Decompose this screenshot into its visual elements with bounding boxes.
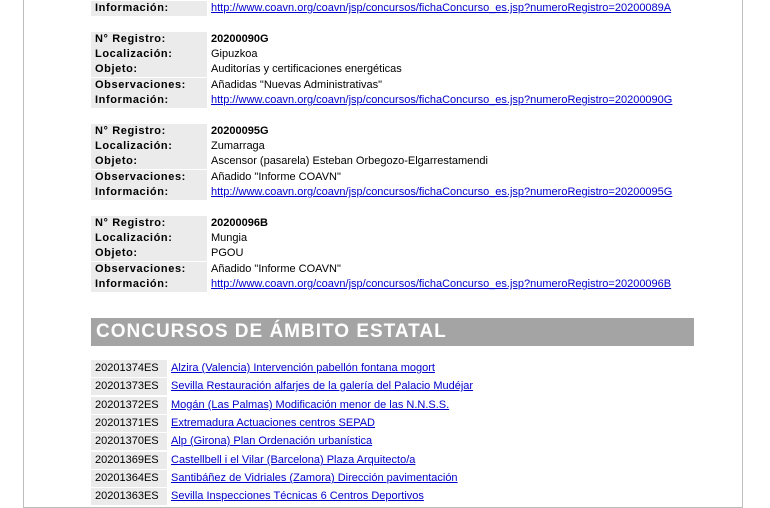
- registro-value: 20200096B: [211, 217, 268, 229]
- localizacion-value: Zumarraga: [211, 140, 265, 152]
- section-heading-estatal: CONCURSOS DE ÁMBITO ESTATAL: [91, 318, 694, 346]
- list-item: [91, 452, 691, 470]
- concurso-link[interactable]: Sevilla Inspecciones Técnicas 6 Centros Deportivos: [171, 490, 424, 502]
- objeto-label: Objeto:: [91, 246, 207, 261]
- registro-code: 20201373ES: [91, 378, 167, 395]
- localizacion-row: [91, 47, 691, 62]
- objeto-label: Objeto:: [91, 62, 207, 77]
- list-item: [91, 433, 691, 451]
- registro-label: N° Registro:: [91, 216, 207, 231]
- list-item: [91, 360, 691, 378]
- list-item: [91, 397, 691, 415]
- registro-row: [91, 124, 691, 139]
- localizacion-label: Localización:: [91, 231, 207, 246]
- concurso-link[interactable]: Mogán (Las Palmas) Modificación menor de las N.N.S.S.: [171, 399, 450, 411]
- informacion-label: Información:: [91, 277, 207, 292]
- list-item: [91, 488, 691, 506]
- registro-code: 20201364ES: [91, 470, 167, 487]
- concurso-link[interactable]: Extremadura Actuaciones centros SEPAD: [171, 417, 376, 429]
- localizacion-label: Localización:: [91, 139, 207, 154]
- localizacion-row: [91, 139, 691, 154]
- objeto-row: [91, 154, 691, 169]
- informacion-link[interactable]: http://www.coavn.org/coavn/jsp/concursos/fichaConcurso_es.jsp?numeroRegistro=20200089A: [211, 2, 672, 14]
- registro-code: 20201363ES: [91, 488, 167, 505]
- objeto-value: Ascensor (pasarela) Esteban Orbegozo-Elgarrestamendi: [211, 155, 488, 167]
- observaciones-label: Observaciones:: [91, 78, 207, 93]
- observaciones-value: Añadido "Informe COAVN": [211, 171, 341, 183]
- registro-row: [91, 216, 691, 231]
- registro-code: 20201371ES: [91, 415, 167, 432]
- objeto-row: [91, 62, 691, 77]
- registro-value: 20200095G: [211, 125, 269, 137]
- list-item: [91, 470, 691, 488]
- concurso-link[interactable]: Alzira (Valencia) Intervención pabellón fontana mogort: [171, 362, 435, 374]
- informacion-link[interactable]: http://www.coavn.org/coavn/jsp/concursos/fichaConcurso_es.jsp?numeroRegistro=20200096B: [211, 278, 672, 290]
- localizacion-value: Mungia: [211, 232, 248, 244]
- objeto-label: Objeto:: [91, 154, 207, 169]
- localizacion-label: Localización:: [91, 47, 207, 62]
- observaciones-value: Añadidas "Nuevas Administrativas": [211, 79, 383, 91]
- informacion-row: [91, 185, 691, 200]
- registro-code: 20201370ES: [91, 433, 167, 450]
- informacion-row: [91, 93, 691, 108]
- observaciones-row: [91, 262, 691, 277]
- informacion-label: Información:: [91, 93, 207, 108]
- localizacion-value: Gipuzkoa: [211, 48, 258, 60]
- informacion-row: [91, 277, 691, 292]
- informacion-row: [91, 1, 691, 16]
- registro-code: 20201374ES: [91, 360, 167, 377]
- registro-value: 20200090G: [211, 33, 269, 45]
- concurso-link[interactable]: Sevilla Restauración alfarjes de la galería del Palacio Mudéjar: [171, 380, 474, 392]
- concurso-link[interactable]: Alp (Girona) Plan Ordenación urbanística: [171, 435, 373, 447]
- registro-label: N° Registro:: [91, 124, 207, 139]
- informacion-label: Información:: [91, 185, 207, 200]
- observaciones-row: [91, 170, 691, 185]
- observaciones-row: [91, 78, 691, 93]
- localizacion-row: [91, 231, 691, 246]
- objeto-value: Auditorías y certificaciones energéticas: [211, 63, 402, 75]
- concurso-link[interactable]: Santibáñez de Vidriales (Zamora) Dirección pavimentación: [171, 472, 458, 484]
- registro-label: N° Registro:: [91, 32, 207, 47]
- registro-code: 20201372ES: [91, 397, 167, 414]
- observaciones-label: Observaciones:: [91, 262, 207, 277]
- observaciones-label: Observaciones:: [91, 170, 207, 185]
- informacion-link[interactable]: http://www.coavn.org/coavn/jsp/concursos/fichaConcurso_es.jsp?numeroRegistro=20200090G: [211, 94, 673, 106]
- objeto-value: PGOU: [211, 247, 244, 259]
- observaciones-value: Añadido "Informe COAVN": [211, 263, 341, 275]
- list-item: [91, 378, 691, 396]
- informacion-link[interactable]: http://www.coavn.org/coavn/jsp/concursos/fichaConcurso_es.jsp?numeroRegistro=20200095G: [211, 186, 673, 198]
- registro-row: [91, 32, 691, 47]
- objeto-row: [91, 246, 691, 261]
- concurso-link[interactable]: Castellbell i el Vilar (Barcelona) Plaza Arquitecto/a: [171, 454, 416, 466]
- list-item: [91, 415, 691, 433]
- registro-code: 20201369ES: [91, 452, 167, 469]
- informacion-label: Información:: [91, 1, 207, 16]
